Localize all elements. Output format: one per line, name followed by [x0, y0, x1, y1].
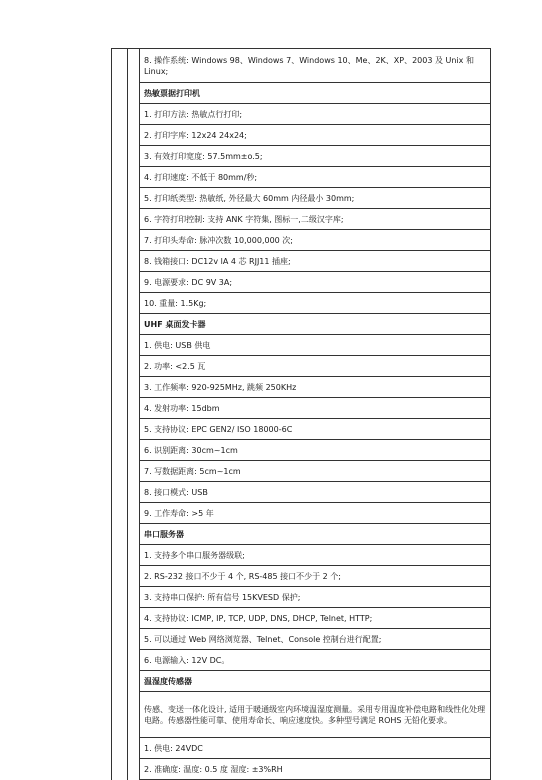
- spec-row: [112, 629, 491, 650]
- index-cell: [112, 671, 128, 692]
- spec-text: 9. 电源要求: DC 9V 3A;: [140, 272, 491, 293]
- spec-text: 4. 发射功率: 15dbm: [140, 398, 491, 419]
- spec-text: 3. 有效打印宽度: 57.5mm±o.5;: [140, 146, 491, 167]
- spec-text: 2. 准确度: 温度: 0.5 度 湿度: ±3%RH: [140, 759, 491, 780]
- spec-text: 3. 工作频率: 920-925MHz, 跳频 250KHz: [140, 377, 491, 398]
- spec-table-body: [112, 49, 491, 780]
- name-cell: [128, 83, 140, 104]
- index-cell: [112, 440, 128, 461]
- name-cell: [128, 671, 140, 692]
- name-cell: [128, 188, 140, 209]
- spec-text: 8. 钱箱接口: DC12v lA 4 芯 RJJ11 插座;: [140, 251, 491, 272]
- spec-text: 传感、变送一体化设计, 适用于暖通级室内环境温湿度测量。采用专用温度补偿电路和线性化处理电路。传感器性能可靠、使用寿命长、响应速度快。多种型号满足 ROHS 无铅化要求。: [140, 692, 491, 738]
- spec-text: 7. 写数据距离: 5cm~1cm: [140, 461, 491, 482]
- name-cell: [128, 251, 140, 272]
- name-cell: [128, 272, 140, 293]
- spec-row: [112, 398, 491, 419]
- spec-text: 2. RS-232 接口不少于 4 个, RS-485 接口不少于 2 个;: [140, 566, 491, 587]
- name-cell: [128, 587, 140, 608]
- index-cell: [112, 188, 128, 209]
- name-cell: [128, 461, 140, 482]
- section-title: 串口服务器: [140, 524, 491, 545]
- name-cell: [128, 377, 140, 398]
- spec-row: [112, 587, 491, 608]
- index-cell: [112, 650, 128, 671]
- spec-text: 8. 操作系统: Windows 98、Windows 7、Windows 10、Me、2K、XP、2003 及 Unix 和 Linux;: [140, 49, 491, 83]
- spec-row: [112, 167, 491, 188]
- spec-row: [112, 545, 491, 566]
- name-cell: [128, 482, 140, 503]
- spec-text: 5. 可以通过 Web 网络浏览器、Telnet、Console 控制台进行配置;: [140, 629, 491, 650]
- name-cell: [128, 167, 140, 188]
- name-cell: [128, 293, 140, 314]
- spec-row: [112, 650, 491, 671]
- spec-text: 3. 支持串口保护: 所有信号 15KVESD 保护;: [140, 587, 491, 608]
- name-cell: [128, 335, 140, 356]
- index-cell: [112, 356, 128, 377]
- spec-row: [112, 608, 491, 629]
- spec-row: [112, 209, 491, 230]
- name-cell: [128, 419, 140, 440]
- section-title: 热敏票据打印机: [140, 83, 491, 104]
- index-cell: [112, 587, 128, 608]
- name-cell: [128, 125, 140, 146]
- index-cell: [112, 545, 128, 566]
- name-cell: [128, 650, 140, 671]
- spec-row: [112, 49, 491, 83]
- spec-row: [112, 738, 491, 759]
- name-cell: [128, 104, 140, 125]
- index-cell: [112, 629, 128, 650]
- index-cell: [112, 738, 128, 759]
- index-cell: [112, 104, 128, 125]
- spec-row: [112, 356, 491, 377]
- spec-row: [112, 293, 491, 314]
- spec-row: [112, 377, 491, 398]
- spec-text: 10. 重量: 1.5Kg;: [140, 293, 491, 314]
- spec-row: [112, 440, 491, 461]
- section-title: UHF 桌面发卡器: [140, 314, 491, 335]
- name-cell: [128, 503, 140, 524]
- spec-text: 5. 支持协议: EPC GEN2/ ISO 18000-6C: [140, 419, 491, 440]
- name-cell: [128, 692, 140, 738]
- index-cell: [112, 524, 128, 545]
- index-cell: [112, 49, 128, 83]
- spec-row: [112, 146, 491, 167]
- name-cell: [128, 314, 140, 335]
- section-title: 温湿度传感器: [140, 671, 491, 692]
- index-cell: [112, 167, 128, 188]
- name-cell: [128, 356, 140, 377]
- index-cell: [112, 461, 128, 482]
- name-cell: [128, 524, 140, 545]
- spec-text: 1. 供电: USB 供电: [140, 335, 491, 356]
- name-cell: [128, 738, 140, 759]
- section-header-row: [112, 524, 491, 545]
- spec-text: 8. 接口模式: USB: [140, 482, 491, 503]
- name-cell: [128, 440, 140, 461]
- section-header-row: [112, 314, 491, 335]
- index-cell: [112, 314, 128, 335]
- index-cell: [112, 335, 128, 356]
- spec-text: 4. 打印速度: 不低于 80mm/秒;: [140, 167, 491, 188]
- name-cell: [128, 545, 140, 566]
- name-cell: [128, 146, 140, 167]
- index-cell: [112, 272, 128, 293]
- spec-row: [112, 482, 491, 503]
- spec-text: 6. 识别距离: 30cm~1cm: [140, 440, 491, 461]
- index-cell: [112, 398, 128, 419]
- spec-text: 6. 电源输入: 12V DC。: [140, 650, 491, 671]
- index-cell: [112, 146, 128, 167]
- index-cell: [112, 419, 128, 440]
- spec-row: [112, 104, 491, 125]
- section-header-row: [112, 83, 491, 104]
- spec-text: 6. 字符打印控制: 支持 ANK 字符集, 图标一,二级汉字库;: [140, 209, 491, 230]
- spec-row: [112, 125, 491, 146]
- name-cell: [128, 759, 140, 780]
- spec-row: [112, 188, 491, 209]
- index-cell: [112, 125, 128, 146]
- spec-text: 1. 打印方法: 热敏点行打印;: [140, 104, 491, 125]
- name-cell: [128, 230, 140, 251]
- spec-row: [112, 419, 491, 440]
- spec-text: 7. 打印头寿命: 脉冲次数 10,000,000 次;: [140, 230, 491, 251]
- spec-text: 1. 支持多个串口服务器级联;: [140, 545, 491, 566]
- spec-text: 4. 支持协议: ICMP, IP, TCP, UDP, DNS, DHCP, Telnet, HTTP;: [140, 608, 491, 629]
- spec-row: [112, 566, 491, 587]
- spec-text: 5. 打印纸类型: 热敏纸, 外径最大 60mm 内径最小 30mm;: [140, 188, 491, 209]
- spec-row: [112, 461, 491, 482]
- index-cell: [112, 692, 128, 738]
- index-cell: [112, 608, 128, 629]
- spec-row: [112, 272, 491, 293]
- index-cell: [112, 482, 128, 503]
- name-cell: [128, 566, 140, 587]
- name-cell: [128, 49, 140, 83]
- index-cell: [112, 83, 128, 104]
- index-cell: [112, 566, 128, 587]
- spec-row: [112, 759, 491, 780]
- index-cell: [112, 230, 128, 251]
- spec-row: [112, 230, 491, 251]
- index-cell: [112, 503, 128, 524]
- index-cell: [112, 251, 128, 272]
- spec-row: [112, 692, 491, 738]
- spec-text: 9. 工作寿命: >5 年: [140, 503, 491, 524]
- spec-text: 2. 功率: <2.5 瓦: [140, 356, 491, 377]
- index-cell: [112, 377, 128, 398]
- index-cell: [112, 209, 128, 230]
- spec-row: [112, 335, 491, 356]
- name-cell: [128, 398, 140, 419]
- index-cell: [112, 759, 128, 780]
- section-header-row: [112, 671, 491, 692]
- spec-text: 2. 打印字库: 12x24 24x24;: [140, 125, 491, 146]
- spec-table: [111, 48, 491, 780]
- spec-text: 1. 供电: 24VDC: [140, 738, 491, 759]
- name-cell: [128, 209, 140, 230]
- name-cell: [128, 608, 140, 629]
- spec-row: [112, 503, 491, 524]
- index-cell: [112, 293, 128, 314]
- name-cell: [128, 629, 140, 650]
- spec-row: [112, 251, 491, 272]
